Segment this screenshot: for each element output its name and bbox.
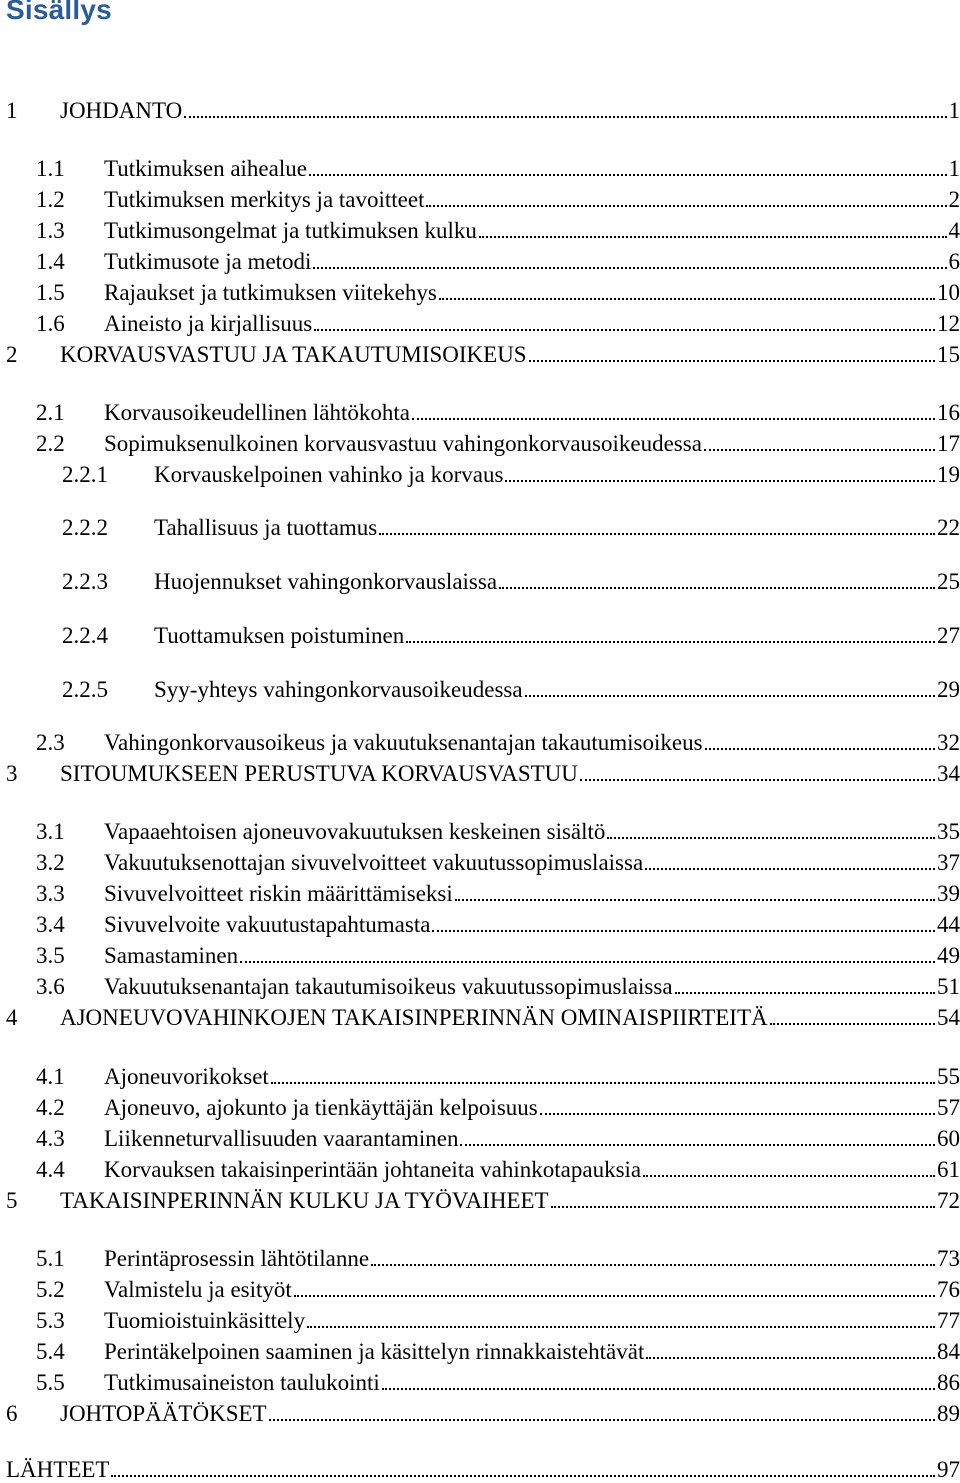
toc-entry[interactable] — [0, 1091, 960, 1121]
toc-entry[interactable] — [0, 152, 960, 182]
toc-entry[interactable] — [0, 846, 960, 876]
toc-entry-title: Tutkimusaineiston taulukointi — [104, 1370, 380, 1396]
toc-entry-number: 2.2.3 — [62, 569, 108, 595]
toc-entry-title: Ajoneuvorikokset — [104, 1064, 269, 1090]
toc-entry-page: 37 — [937, 850, 960, 876]
toc-entry-title: Korvauksen takaisinperintään johtaneita vahinkotapauksia — [104, 1157, 641, 1183]
toc-entry[interactable] — [0, 1273, 960, 1303]
toc-entry-number: 6 — [6, 1401, 18, 1427]
toc-entry-number: 1.3 — [36, 218, 65, 244]
toc-entry-number: 2.2 — [36, 431, 65, 457]
toc-entry[interactable] — [0, 1184, 960, 1214]
toc-entry-title: Perintäkelpoinen saaminen ja käsittelyn rinnakkaistehtävät — [104, 1339, 644, 1365]
toc-entry[interactable] — [0, 307, 960, 337]
toc-entry-page: 16 — [937, 400, 960, 426]
toc-entry-title: Valmistelu ja esityöt — [104, 1277, 292, 1303]
toc-entry[interactable] — [0, 1153, 960, 1183]
toc-entry[interactable] — [0, 757, 960, 787]
toc-entry[interactable] — [0, 1366, 960, 1396]
toc-entry-page: 54 — [937, 1005, 960, 1031]
dot-leader — [111, 1475, 935, 1477]
dot-leader — [645, 868, 935, 870]
toc-entry-number: 1.6 — [36, 311, 65, 337]
toc-entry-title: Vakuutuksenantajan takautumisoikeus vakuutussopimuslaissa — [104, 974, 673, 1000]
toc-entry[interactable] — [0, 338, 960, 368]
toc-entry-page: 25 — [937, 569, 960, 595]
toc-entry-title: JOHTOPÄÄTÖKSET — [60, 1401, 267, 1427]
toc-entry-page: 49 — [937, 943, 960, 969]
dot-leader — [525, 695, 935, 697]
toc-entry[interactable] — [0, 214, 960, 244]
dot-leader — [379, 533, 935, 535]
toc-entry-number: 3.5 — [36, 943, 65, 969]
toc-entry-number: 5.2 — [36, 1277, 65, 1303]
toc-entry[interactable] — [0, 1397, 960, 1427]
toc-entry-page: 86 — [937, 1370, 960, 1396]
toc-entry-page: 39 — [937, 881, 960, 907]
toc-entry-number: 3.4 — [36, 912, 65, 938]
toc-entry-title: Sopimuksenulkoinen korvausvastuu vahingonkorvausoikeudessa — [104, 431, 702, 457]
toc-entry-title: Vapaaehtoisen ajoneuvovakuutuksen keskeinen sisältö — [104, 819, 605, 845]
toc-entry-number: 1 — [6, 98, 18, 124]
toc-entry-page: 44 — [937, 912, 960, 938]
toc-entry-number: 2.1 — [36, 400, 65, 426]
dot-leader — [705, 748, 935, 750]
toc-entry[interactable] — [0, 1122, 960, 1152]
dot-leader — [307, 1326, 935, 1328]
toc-entry-number: 2.2.5 — [62, 677, 108, 703]
toc-entry-page: 2 — [949, 187, 960, 213]
toc-entry-title: Liikenneturvallisuuden vaarantaminen — [104, 1126, 458, 1152]
toc-entry-page: 32 — [937, 730, 960, 756]
toc-entry-title: Samastaminen — [104, 943, 238, 969]
toc-entry-number: 3.3 — [36, 881, 65, 907]
toc-entry-title: TAKAISINPERINNÄN KULKU JA TYÖVAIHEET — [60, 1188, 549, 1214]
toc-entry[interactable] — [0, 908, 960, 938]
toc-entry-page: 29 — [937, 677, 960, 703]
toc-entry-page: 73 — [937, 1246, 960, 1272]
toc-entry-page: 19 — [937, 462, 960, 488]
toc-entry-title: Tahallisuus ja tuottamus — [154, 515, 377, 541]
toc-entry-page: 15 — [937, 342, 960, 368]
dot-leader — [314, 329, 935, 331]
toc-entry-title: Sivuvelvoite vakuutustapahtumasta — [104, 912, 430, 938]
toc-entry[interactable] — [0, 511, 960, 541]
toc-entry-number: 2 — [6, 342, 18, 368]
dot-leader — [770, 1023, 935, 1025]
toc-entry-number: 2.2.1 — [62, 462, 108, 488]
toc-entry-page: 57 — [937, 1095, 960, 1121]
toc-entry-number: 5.1 — [36, 1246, 65, 1272]
toc-entry-title: Aineisto ja kirjallisuus — [104, 311, 312, 337]
dot-leader — [412, 418, 935, 420]
toc-entry-number: 2.2.4 — [62, 623, 108, 649]
toc-entry[interactable] — [0, 673, 960, 703]
toc-entry-number: 3.2 — [36, 850, 65, 876]
toc-entry-title: Tuottamuksen poistuminen — [154, 623, 404, 649]
dot-leader — [607, 837, 935, 839]
toc-entry[interactable] — [0, 396, 960, 426]
toc-entry-page: 1 — [949, 98, 960, 124]
toc-entry[interactable] — [0, 1335, 960, 1365]
dot-leader — [540, 1113, 935, 1115]
toc-entry-page: 27 — [937, 623, 960, 649]
toc-entry-page: 72 — [937, 1188, 960, 1214]
toc-entry-page: 55 — [937, 1064, 960, 1090]
toc-entry[interactable] — [0, 1060, 960, 1090]
toc-entry-title: JOHDANTO — [60, 98, 182, 124]
toc-entry[interactable] — [0, 877, 960, 907]
toc-entry-page: 34 — [937, 761, 960, 787]
dot-leader — [313, 267, 946, 269]
toc-entry-page: 60 — [937, 1126, 960, 1152]
dot-leader — [646, 1357, 935, 1359]
dot-leader — [432, 930, 935, 932]
toc-entry-title: Ajoneuvo, ajokunto ja tienkäyttäjän kelpoisuus — [104, 1095, 538, 1121]
toc-entry-number: 3 — [6, 761, 18, 787]
toc-entry-title: Vahingonkorvausoikeus ja vakuutuksenantajan takautumisoikeus — [104, 730, 703, 756]
toc-entry-title: KORVAUSVASTUU JA TAKAUTUMISOIKEUS — [60, 342, 527, 368]
dot-leader — [499, 587, 935, 589]
toc-entry-page: 35 — [937, 819, 960, 845]
dot-leader — [439, 298, 935, 300]
toc-entry-title: Tuomioistuinkäsittely — [104, 1308, 305, 1334]
dot-leader — [271, 1082, 935, 1084]
toc-entry-page: 61 — [937, 1157, 960, 1183]
dot-leader — [184, 116, 946, 118]
dot-leader — [269, 1419, 935, 1421]
toc-entry[interactable] — [0, 970, 960, 1000]
toc-entry-number: 1.2 — [36, 187, 65, 213]
dot-leader — [309, 174, 947, 176]
page-title: Sisällys — [6, 0, 112, 26]
toc-entry-page: 10 — [937, 280, 960, 306]
dot-leader — [529, 360, 935, 362]
dot-leader — [675, 992, 935, 994]
toc-entry-title: AJONEUVOVAHINKOJEN TAKAISINPERINNÄN OMINAISPIIRTEITÄ — [60, 1005, 768, 1031]
toc-entry[interactable] — [0, 1304, 960, 1334]
dot-leader — [240, 961, 935, 963]
dot-leader — [551, 1206, 935, 1208]
toc-entry-number: 1.1 — [36, 156, 65, 182]
toc-entry-title: Rajaukset ja tutkimuksen viitekehys — [104, 280, 437, 306]
toc-entry-page: 51 — [937, 974, 960, 1000]
toc-entry-page: 77 — [937, 1308, 960, 1334]
toc-entry-number: 4.2 — [36, 1095, 65, 1121]
toc-entry-title: Vakuutuksenottajan sivuvelvoitteet vakuutussopimuslaissa — [104, 850, 643, 876]
toc-entry-page: 6 — [949, 249, 960, 275]
toc-entry-number: 3.1 — [36, 819, 65, 845]
toc-entry[interactable] — [0, 94, 960, 124]
toc-entry-number: 1.4 — [36, 249, 65, 275]
toc-entry-title: Tutkimusongelmat ja tutkimuksen kulku — [104, 218, 477, 244]
toc-entry-number: 3.6 — [36, 974, 65, 1000]
toc-entry[interactable] — [0, 619, 960, 649]
toc-entry-page: 76 — [937, 1277, 960, 1303]
toc-entry[interactable] — [0, 1001, 960, 1031]
toc-entry-title: SITOUMUKSEEN PERUSTUVA KORVAUSVASTUU — [60, 761, 578, 787]
dot-leader — [382, 1388, 935, 1390]
toc-entry[interactable] — [0, 458, 960, 488]
dot-leader — [406, 641, 935, 643]
toc-entry-number: 4.4 — [36, 1157, 65, 1183]
toc-entry-number: 4.3 — [36, 1126, 65, 1152]
toc-entry-number: 1.5 — [36, 280, 65, 306]
toc-entry[interactable] — [0, 565, 960, 595]
toc-entry-number: 2.2.2 — [62, 515, 108, 541]
toc-entry[interactable] — [0, 183, 960, 213]
dot-leader — [704, 449, 935, 451]
toc-entry-title: Sivuvelvoitteet riskin määrittämiseksi — [104, 881, 453, 907]
toc-entry-page: 1 — [949, 156, 960, 182]
toc-entry-number: 2.3 — [36, 730, 65, 756]
dot-leader — [371, 1264, 935, 1266]
toc-entry-title: Korvauskelpoinen vahinko ja korvaus — [154, 462, 503, 488]
toc-entry-number: 5.5 — [36, 1370, 65, 1396]
dot-leader — [426, 205, 946, 207]
toc-entry-number: 5 — [6, 1188, 18, 1214]
dot-leader — [479, 236, 947, 238]
toc-entry-number: 5.4 — [36, 1339, 65, 1365]
toc-entry-page: 22 — [937, 515, 960, 541]
toc-entry[interactable] — [0, 939, 960, 969]
toc-entry[interactable] — [0, 245, 960, 275]
dot-leader — [455, 899, 935, 901]
dot-leader — [460, 1144, 935, 1146]
toc-entry-number: 4 — [6, 1005, 18, 1031]
dot-leader — [294, 1295, 935, 1297]
toc-entry-number: 5.3 — [36, 1308, 65, 1334]
dot-leader — [580, 779, 935, 781]
toc-entry-number: 4.1 — [36, 1064, 65, 1090]
toc-entry[interactable] — [0, 427, 960, 457]
toc-entry-page: 4 — [949, 218, 960, 244]
toc-entry-title: Tutkimuksen merkitys ja tavoitteet — [104, 187, 424, 213]
toc-entry-title: Perintäprosessin lähtötilanne — [104, 1246, 369, 1272]
toc-entry[interactable] — [0, 276, 960, 306]
toc-entry-page: 12 — [937, 311, 960, 337]
toc-entry-title: Tutkimuksen aihealue — [104, 156, 307, 182]
toc-entry[interactable] — [0, 815, 960, 845]
toc-entry-title: Syy-yhteys vahingonkorvausoikeudessa — [154, 677, 523, 703]
toc-entry[interactable] — [0, 1242, 960, 1272]
toc-entry-title: Korvausoikeudellinen lähtökohta — [104, 400, 410, 426]
dot-leader — [505, 480, 935, 482]
toc-entry-title: Tutkimusote ja metodi — [104, 249, 311, 275]
toc-entry-page: 97 — [937, 1457, 960, 1483]
toc-entry-page: 89 — [937, 1401, 960, 1427]
toc-entry[interactable] — [0, 726, 960, 756]
toc-entry-page: 84 — [937, 1339, 960, 1365]
toc-entry-title: Huojennukset vahingonkorvauslaissa — [154, 569, 497, 595]
toc-entry-title: LÄHTEET — [6, 1457, 109, 1483]
dot-leader — [643, 1175, 935, 1177]
toc-entry-page: 17 — [937, 431, 960, 457]
